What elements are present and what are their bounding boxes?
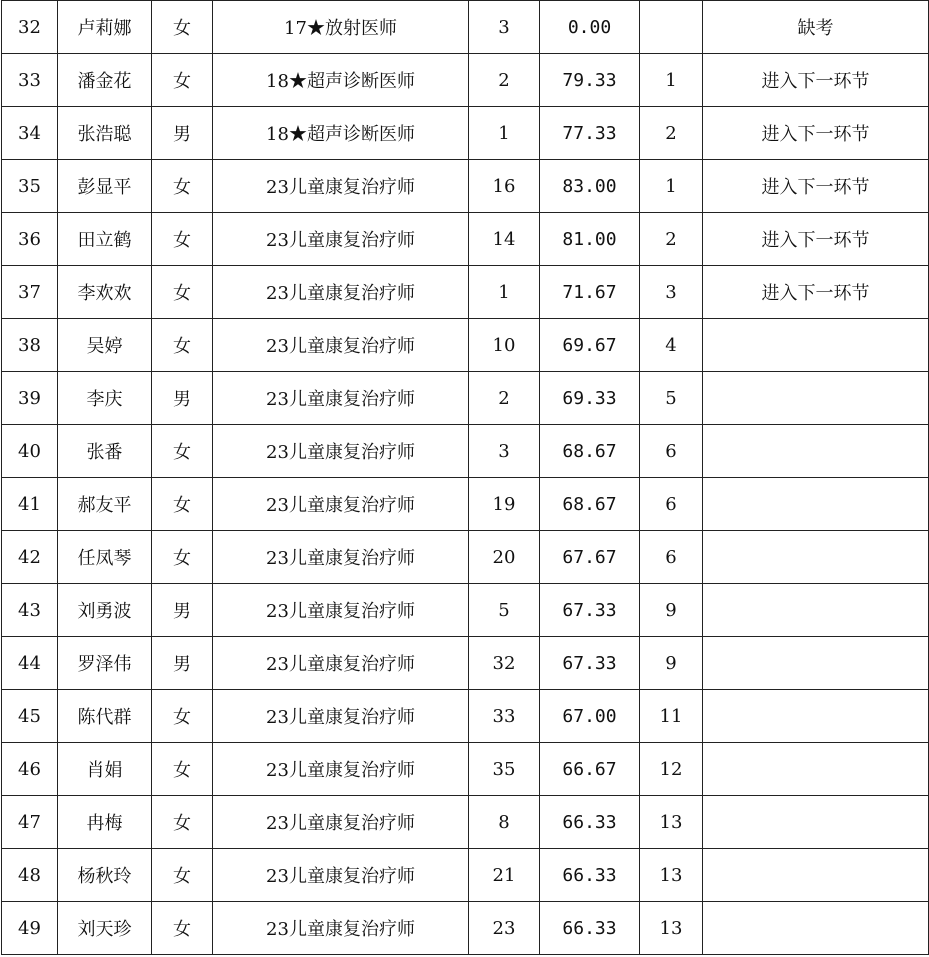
- cell-score: 66.33: [540, 796, 640, 849]
- table-row: [2, 531, 929, 584]
- cell-post: 23儿童康复治疗师: [213, 319, 469, 372]
- cell-post: 23儿童康复治疗师: [213, 690, 469, 743]
- cell-rank: 5: [640, 372, 703, 425]
- cell-name: 张番: [58, 425, 152, 478]
- cell-sex: 女: [152, 266, 213, 319]
- cell-sex: 女: [152, 160, 213, 213]
- cell-rank: 12: [640, 743, 703, 796]
- cell-seq: 35: [2, 160, 58, 213]
- table-row: [2, 743, 929, 796]
- cell-name: 刘勇波: [58, 584, 152, 637]
- cell-seq: 48: [2, 849, 58, 902]
- cell-score: 69.67: [540, 319, 640, 372]
- cell-post: 23儿童康复治疗师: [213, 478, 469, 531]
- cell-score: 68.67: [540, 425, 640, 478]
- cell-post: 23儿童康复治疗师: [213, 849, 469, 902]
- cell-score: 81.00: [540, 213, 640, 266]
- cell-exam-no: 3: [469, 425, 540, 478]
- table-row: [2, 637, 929, 690]
- cell-rank: 3: [640, 266, 703, 319]
- cell-rank: 13: [640, 796, 703, 849]
- cell-note: [703, 743, 929, 796]
- cell-rank: 13: [640, 849, 703, 902]
- cell-exam-no: 1: [469, 107, 540, 160]
- cell-exam-no: 2: [469, 372, 540, 425]
- cell-seq: 42: [2, 531, 58, 584]
- cell-exam-no: 33: [469, 690, 540, 743]
- cell-rank: 11: [640, 690, 703, 743]
- cell-note: 进入下一环节: [703, 266, 929, 319]
- cell-score: 67.00: [540, 690, 640, 743]
- cell-sex: 男: [152, 637, 213, 690]
- cell-exam-no: 35: [469, 743, 540, 796]
- cell-exam-no: 14: [469, 213, 540, 266]
- cell-post: 23儿童康复治疗师: [213, 160, 469, 213]
- table-row: [2, 107, 929, 160]
- cell-sex: 女: [152, 743, 213, 796]
- table-row: [2, 690, 929, 743]
- cell-sex: 女: [152, 531, 213, 584]
- table-row: [2, 849, 929, 902]
- cell-seq: 49: [2, 902, 58, 955]
- cell-sex: 男: [152, 372, 213, 425]
- cell-sex: 女: [152, 478, 213, 531]
- table-row: [2, 478, 929, 531]
- cell-note: [703, 849, 929, 902]
- cell-exam-no: 8: [469, 796, 540, 849]
- cell-name: 田立鹤: [58, 213, 152, 266]
- cell-note: [703, 478, 929, 531]
- cell-seq: 37: [2, 266, 58, 319]
- cell-note: [703, 319, 929, 372]
- cell-exam-no: 32: [469, 637, 540, 690]
- results-table-body: [2, 1, 929, 955]
- cell-seq: 45: [2, 690, 58, 743]
- cell-rank: 9: [640, 637, 703, 690]
- cell-note: [703, 796, 929, 849]
- cell-rank: [640, 1, 703, 54]
- cell-score: 79.33: [540, 54, 640, 107]
- cell-name: 张浩聪: [58, 107, 152, 160]
- cell-name: 郝友平: [58, 478, 152, 531]
- cell-sex: 女: [152, 213, 213, 266]
- cell-rank: 2: [640, 107, 703, 160]
- cell-note: [703, 531, 929, 584]
- table-row: [2, 213, 929, 266]
- cell-post: 23儿童康复治疗师: [213, 796, 469, 849]
- cell-score: 66.67: [540, 743, 640, 796]
- cell-seq: 41: [2, 478, 58, 531]
- cell-exam-no: 19: [469, 478, 540, 531]
- cell-name: 刘天珍: [58, 902, 152, 955]
- cell-rank: 6: [640, 425, 703, 478]
- cell-score: 69.33: [540, 372, 640, 425]
- results-table: [1, 0, 929, 955]
- cell-exam-no: 20: [469, 531, 540, 584]
- table-row: [2, 1, 929, 54]
- cell-name: 李庆: [58, 372, 152, 425]
- cell-seq: 36: [2, 213, 58, 266]
- cell-score: 66.33: [540, 849, 640, 902]
- cell-seq: 47: [2, 796, 58, 849]
- cell-rank: 1: [640, 54, 703, 107]
- cell-sex: 女: [152, 425, 213, 478]
- cell-score: 67.33: [540, 584, 640, 637]
- cell-note: [703, 637, 929, 690]
- cell-post: 18★超声诊断医师: [213, 107, 469, 160]
- cell-seq: 44: [2, 637, 58, 690]
- cell-seq: 46: [2, 743, 58, 796]
- table-row: [2, 425, 929, 478]
- cell-sex: 女: [152, 54, 213, 107]
- table-row: [2, 372, 929, 425]
- cell-score: 71.67: [540, 266, 640, 319]
- cell-score: 0.00: [540, 1, 640, 54]
- cell-name: 肖娟: [58, 743, 152, 796]
- cell-name: 杨秋玲: [58, 849, 152, 902]
- cell-sex: 女: [152, 1, 213, 54]
- cell-name: 冉梅: [58, 796, 152, 849]
- cell-note: [703, 902, 929, 955]
- cell-exam-no: 3: [469, 1, 540, 54]
- table-row: [2, 796, 929, 849]
- cell-name: 任凤琴: [58, 531, 152, 584]
- cell-note: 进入下一环节: [703, 54, 929, 107]
- cell-rank: 6: [640, 531, 703, 584]
- cell-post: 23儿童康复治疗师: [213, 637, 469, 690]
- cell-note: 进入下一环节: [703, 107, 929, 160]
- cell-post: 23儿童康复治疗师: [213, 425, 469, 478]
- cell-rank: 2: [640, 213, 703, 266]
- cell-note: [703, 690, 929, 743]
- cell-post: 23儿童康复治疗师: [213, 531, 469, 584]
- cell-note: [703, 425, 929, 478]
- cell-seq: 39: [2, 372, 58, 425]
- table-row: [2, 266, 929, 319]
- cell-note: [703, 372, 929, 425]
- cell-seq: 34: [2, 107, 58, 160]
- cell-rank: 13: [640, 902, 703, 955]
- cell-exam-no: 5: [469, 584, 540, 637]
- cell-name: 彭显平: [58, 160, 152, 213]
- cell-score: 67.33: [540, 637, 640, 690]
- cell-note: [703, 584, 929, 637]
- cell-seq: 33: [2, 54, 58, 107]
- cell-score: 66.33: [540, 902, 640, 955]
- cell-name: 陈代群: [58, 690, 152, 743]
- cell-name: 吴婷: [58, 319, 152, 372]
- cell-name: 李欢欢: [58, 266, 152, 319]
- cell-rank: 1: [640, 160, 703, 213]
- cell-post: 23儿童康复治疗师: [213, 743, 469, 796]
- cell-note: 进入下一环节: [703, 160, 929, 213]
- cell-name: 罗泽伟: [58, 637, 152, 690]
- cell-exam-no: 2: [469, 54, 540, 107]
- cell-exam-no: 10: [469, 319, 540, 372]
- cell-score: 83.00: [540, 160, 640, 213]
- table-row: [2, 319, 929, 372]
- table-row: [2, 584, 929, 637]
- cell-sex: 女: [152, 690, 213, 743]
- cell-exam-no: 1: [469, 266, 540, 319]
- cell-rank: 6: [640, 478, 703, 531]
- table-row: [2, 902, 929, 955]
- cell-seq: 40: [2, 425, 58, 478]
- table-row: [2, 160, 929, 213]
- cell-post: 23儿童康复治疗师: [213, 266, 469, 319]
- cell-seq: 32: [2, 1, 58, 54]
- cell-seq: 38: [2, 319, 58, 372]
- cell-sex: 女: [152, 796, 213, 849]
- table-row: [2, 54, 929, 107]
- cell-sex: 女: [152, 849, 213, 902]
- cell-post: 18★超声诊断医师: [213, 54, 469, 107]
- cell-post: 17★放射医师: [213, 1, 469, 54]
- cell-rank: 4: [640, 319, 703, 372]
- cell-sex: 女: [152, 902, 213, 955]
- cell-rank: 9: [640, 584, 703, 637]
- cell-note: 缺考: [703, 1, 929, 54]
- cell-exam-no: 16: [469, 160, 540, 213]
- cell-post: 23儿童康复治疗师: [213, 902, 469, 955]
- cell-post: 23儿童康复治疗师: [213, 584, 469, 637]
- cell-exam-no: 21: [469, 849, 540, 902]
- cell-sex: 男: [152, 584, 213, 637]
- cell-name: 卢莉娜: [58, 1, 152, 54]
- cell-post: 23儿童康复治疗师: [213, 213, 469, 266]
- cell-seq: 43: [2, 584, 58, 637]
- cell-score: 77.33: [540, 107, 640, 160]
- cell-sex: 男: [152, 107, 213, 160]
- cell-sex: 女: [152, 319, 213, 372]
- cell-name: 潘金花: [58, 54, 152, 107]
- cell-exam-no: 23: [469, 902, 540, 955]
- cell-score: 67.67: [540, 531, 640, 584]
- cell-note: 进入下一环节: [703, 213, 929, 266]
- cell-post: 23儿童康复治疗师: [213, 372, 469, 425]
- cell-score: 68.67: [540, 478, 640, 531]
